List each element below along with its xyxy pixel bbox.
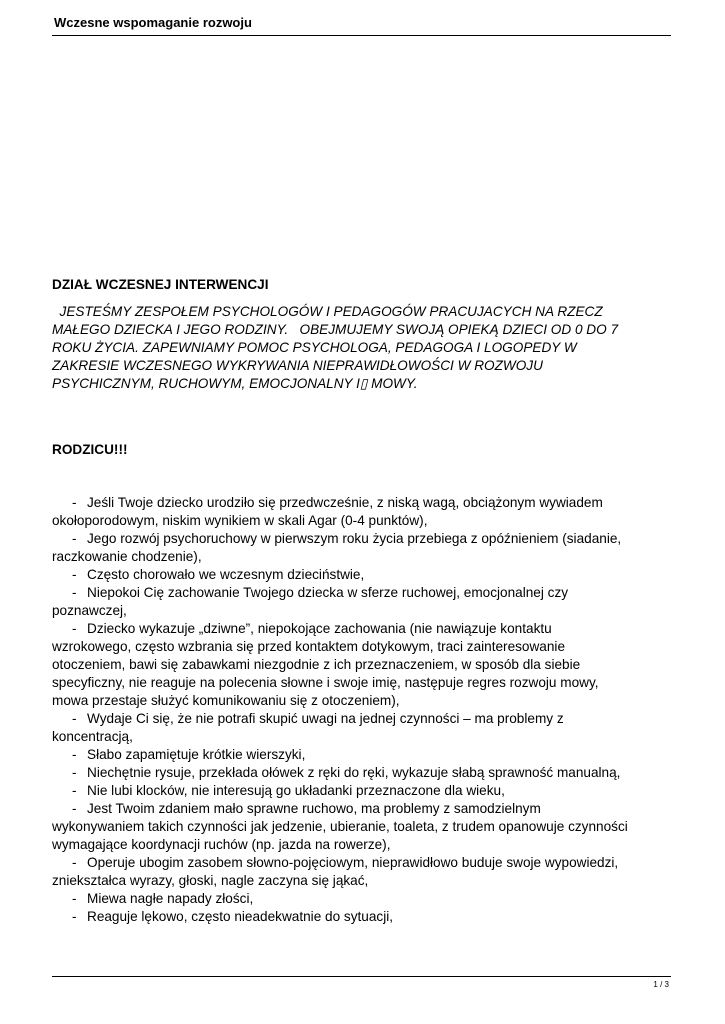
list-item	[52, 746, 628, 764]
list-item-line	[52, 800, 628, 818]
list-item-text: raczkowanie chodzenie),	[52, 549, 202, 564]
list-item-line	[52, 710, 628, 728]
list-item	[52, 854, 628, 890]
list-item-line	[52, 548, 628, 566]
list-bullet: -	[72, 891, 77, 906]
document-header-title: Wczesne wspomaganie rozwoju	[54, 15, 252, 30]
list-item	[52, 584, 628, 620]
list-item-text: Dziecko wykazuje „dziwne”, niepokojące zachowania (nie nawiązuje kontaktu	[87, 621, 552, 636]
list-item	[52, 710, 628, 746]
list-item-line	[52, 584, 628, 602]
list-item-line	[52, 620, 628, 638]
footer-divider	[52, 976, 671, 977]
list-item	[52, 494, 628, 530]
list-bullet: -	[72, 765, 77, 780]
list-item-text: Jego rozwój psychoruchowy w pierwszym roku życia przebiega z opóźnieniem (siadanie,	[87, 531, 622, 546]
list-item-line	[52, 530, 628, 548]
list-item-line	[52, 782, 628, 800]
list-bullet: -	[72, 909, 77, 924]
list-item-text: Słabo zapamiętuje krótkie wierszyki,	[87, 747, 306, 762]
list-bullet: -	[72, 801, 77, 816]
list-item-text: zniekształca wyrazy, głoski, nagle zaczyna się jąkać,	[52, 873, 369, 888]
list-item-line	[52, 602, 628, 620]
list-item-line	[52, 512, 628, 530]
list-item-text: Operuje ubogim zasobem słowno-pojęciowym, nieprawidłowo buduje swoje wypowiedzi,	[87, 855, 619, 870]
list-item-line	[52, 692, 628, 710]
list-item-text: Nie lubi klocków, nie interesują go układanki przeznaczone dla wieku,	[87, 783, 505, 798]
list-bullet: -	[72, 711, 77, 726]
list-item-text: Niechętnie rysuje, przekłada ołówek z ręki do ręki, wykazuje słabą sprawność manualną,	[87, 765, 621, 780]
list-item	[52, 566, 628, 584]
list-item-line	[52, 746, 628, 764]
list-item-line	[52, 854, 628, 872]
list-item	[52, 890, 628, 908]
concern-list	[52, 494, 628, 926]
list-item-text: wykonywaniem takich czynności jak jedzenie, ubieranie, toaleta, z trudem opanowuje czynności	[52, 819, 628, 834]
list-item-text: specyficzny, nie reaguje na polecenia słowne i swoje imię, następuje regres rozwoju mowy,	[52, 675, 599, 690]
list-item	[52, 620, 628, 710]
list-bullet: -	[72, 495, 77, 510]
list-item-line	[52, 656, 628, 674]
section-title: DZIAŁ WCZESNEJ INTERWENCJI	[52, 277, 269, 292]
list-item	[52, 530, 628, 566]
subheading: RODZICU!!!	[52, 442, 128, 457]
list-item-line	[52, 890, 628, 908]
list-item-line	[52, 818, 628, 836]
list-bullet: -	[72, 783, 77, 798]
list-item-line	[52, 728, 628, 746]
intro-line: ROKU ŻYCIA. ZAPEWNIAMY POMOC PSYCHOLOGA, PEDAGOGA I LOGOPEDY W	[52, 340, 577, 355]
list-item-text: okołoporodowym, niskim wynikiem w skali Agar (0-4 punktów),	[52, 513, 428, 528]
list-item-text: Jest Twoim zdaniem mało sprawne ruchowo, ma problemy z samodzielnym	[87, 801, 541, 816]
list-item-line	[52, 674, 628, 692]
intro-line: MAŁEGO DZIECKA I JEGO RODZINY. OBEJMUJEMY SWOJĄ OPIEKĄ DZIECI OD 0 DO 7	[52, 322, 619, 337]
list-bullet: -	[72, 747, 77, 762]
list-item	[52, 800, 628, 854]
list-item-line	[52, 872, 628, 890]
intro-line: JESTEŚMY ZESPOŁEM PSYCHOLOGÓW I PEDAGOGÓW PRACUJACYCH NA RZECZ	[52, 304, 603, 319]
list-bullet: -	[72, 621, 77, 636]
list-item-line	[52, 836, 628, 854]
list-item-text: Niepokoi Cię zachowanie Twojego dziecka w sferze ruchowej, emocjonalnej czy	[87, 585, 569, 600]
list-item-text: Reaguje lękowo, często nieadekwatnie do sytuacji,	[87, 909, 394, 924]
header-divider	[52, 35, 671, 36]
list-item-line	[52, 566, 628, 584]
list-item-text: Jeśli Twoje dziecko urodziło się przedwcześnie, z niską wagą, obciążonym wywiadem	[87, 495, 603, 510]
list-bullet: -	[72, 531, 77, 546]
list-item-text: Miewa nagłe napady złości,	[87, 891, 254, 906]
list-item-text: Często chorowało we wczesnym dzieciństwie,	[87, 567, 365, 582]
list-item-text: Wydaje Ci się, że nie potrafi skupić uwagi na jednej czynności – ma problemy z	[87, 711, 564, 726]
list-item-text: wzrokowego, często wzbrania się przed kontaktem dotykowym, traci zainteresowanie	[52, 639, 566, 654]
list-item-line	[52, 908, 628, 926]
list-item-text: koncentracją,	[52, 729, 133, 744]
list-item	[52, 764, 628, 782]
intro-line: PSYCHICZNYM, RUCHOWYM, EMOCJONALNY I▯ MOWY.	[52, 376, 418, 391]
list-bullet: -	[72, 585, 77, 600]
list-item-line	[52, 494, 628, 512]
list-bullet: -	[72, 567, 77, 582]
list-item-text: wymagające koordynacji ruchów (np. jazda na rowerze),	[52, 837, 391, 852]
list-item-text: otoczeniem, bawi się zabawkami niezgodnie z ich przeznaczeniem, w sposób dla siebie	[52, 657, 581, 672]
list-bullet: -	[72, 855, 77, 870]
list-item-text: poznawczej,	[52, 603, 127, 618]
list-item-line	[52, 638, 628, 656]
list-item-line	[52, 764, 628, 782]
page-number: 1 / 3	[653, 980, 669, 989]
list-item	[52, 908, 628, 926]
list-item-text: mowa przestaje służyć komunikowaniu się z otoczeniem),	[52, 693, 400, 708]
intro-paragraph	[52, 303, 618, 393]
list-item	[52, 782, 628, 800]
intro-line: ZAKRESIE WCZESNEGO WYKRYWANIA NIEPRAWIDŁOWOŚCI W ROZWOJU	[52, 358, 543, 373]
